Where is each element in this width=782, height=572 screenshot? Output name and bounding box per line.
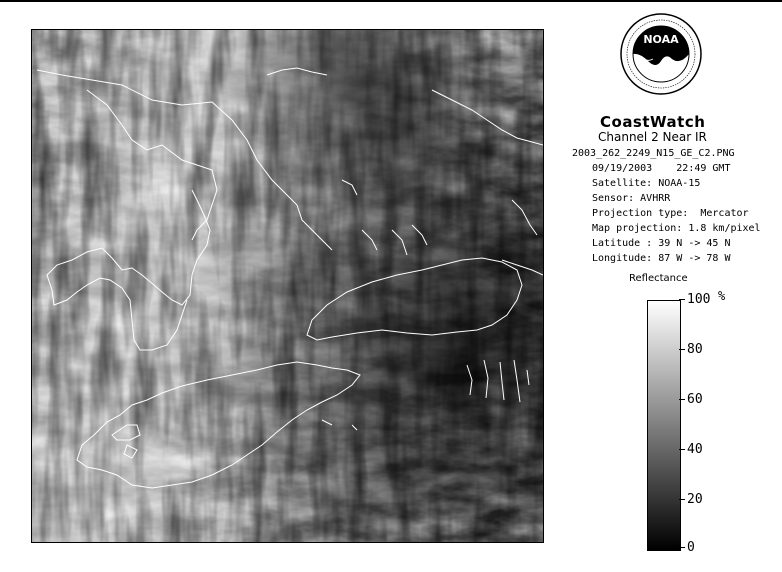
filename-text: 2003_262_2249_N15_GE_C2.PNG [572,148,735,159]
noaa-seal-icon [620,13,702,95]
channel-subtitle: Channel 2 Near IR [598,130,707,144]
metadata-block [572,146,761,266]
sensor-text: Sensor: AVHRR [592,193,671,204]
satellite-image [31,29,544,543]
colorbar-tick: 100 [679,292,710,307]
product-title: CoastWatch [600,113,706,131]
longitude-text: Longitude: 87 W -> 78 W [592,253,731,264]
projection-type-text: Projection type: Mercator [592,208,749,219]
top-border [0,0,782,2]
colorbar-ticks [679,292,739,555]
colorbar-tick: 40 [679,442,703,457]
colorbar [647,300,681,551]
logo-text: NOAA [643,33,679,46]
colorbar-label: Reflectance [629,273,688,284]
datetime-text: 09/19/2003 22:49 GMT [592,163,731,174]
colorbar-tick: 80 [679,342,703,357]
map-projection-text: Map projection: 1.8 km/pixel [592,223,761,234]
latitude-text: Latitude : 39 N -> 45 N [592,238,731,249]
colorbar-tick: 0 [679,540,695,555]
colorbar-tick: 20 [679,492,703,507]
satellite-text: Satellite: NOAA-15 [592,178,701,189]
colorbar-unit: % [718,289,726,303]
colorbar-tick: 60 [679,392,703,407]
